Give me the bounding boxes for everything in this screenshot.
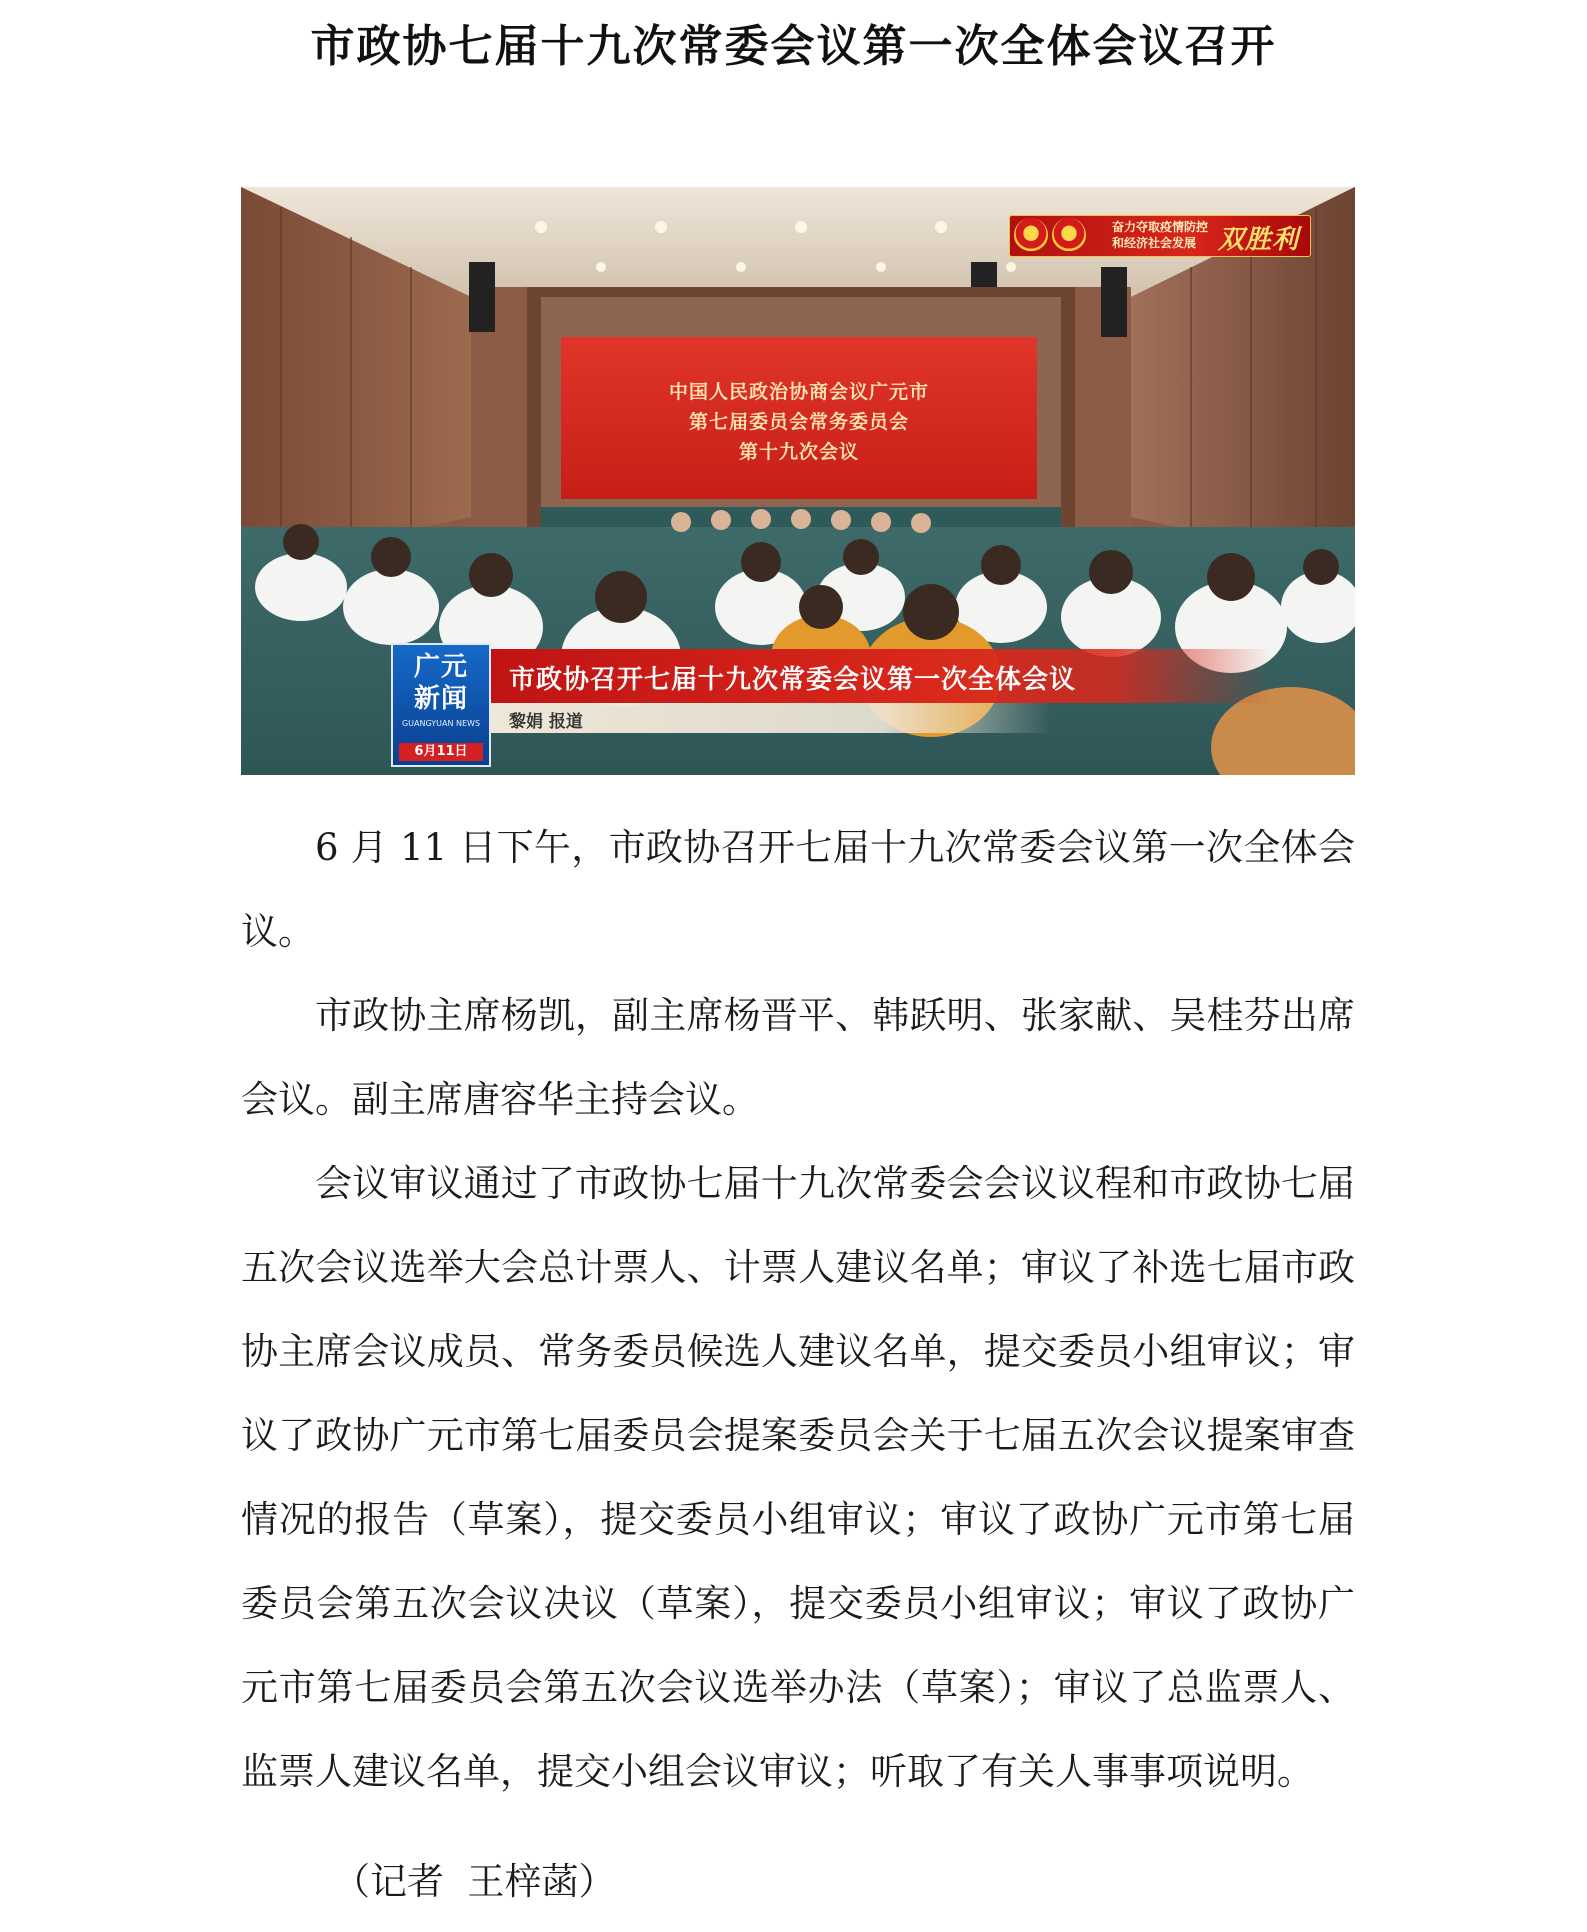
station-logo	[391, 643, 491, 767]
cppcc-emblem-icon	[1052, 218, 1086, 252]
station-logo-english: GUANGYUAN NEWS	[401, 719, 481, 728]
byline: （记者 王梓菡）	[333, 1860, 616, 1903]
article-body	[241, 806, 1355, 1814]
news-reporter: 黎娟 报道	[509, 712, 583, 732]
screen-line-2: 第七届委员会常务委员会	[688, 411, 909, 433]
article-paragraph: 会议审议通过了市政协七届十九次常委会会议议程和市政协七届五次会议选举大会总计票人、计票人建议名单；审议了补选七届市政协主席会议成员、常务委员候选人建议名单，提交委员小组审议；审议了政协广元市第七届委员会提案委员会关于七届五次会议提案审查情况的报告（草案），提交委员小组审议；审议了政协广元市第七届委员会第五次会议决议（草案），提交委员小组审议；审议了政协广元市第七届委员会第五次会议选举办法（草案）；审议了总监票人、监票人建议名单，提交小组会议审议；听取了有关人事事项说明。	[241, 1162, 1355, 1793]
reporter-bar	[491, 703, 1051, 733]
headline-bar	[491, 649, 1271, 703]
top-banner	[1009, 215, 1311, 257]
article-title: 市政协七届十九次常委会议第一次全体会议召开	[310, 21, 1277, 72]
banner-slogan-highlight: 双胜利	[1218, 225, 1300, 255]
news-headline: 市政协召开七届十九次常委会议第一次全体会议	[509, 665, 1077, 695]
news-photo	[241, 187, 1355, 775]
station-logo-line1: 广元	[413, 652, 468, 682]
broadcast-date: 6月11日	[399, 743, 483, 761]
news-lower-third	[391, 643, 1355, 759]
cppcc-emblem-icon	[1014, 218, 1048, 252]
banner-slogan: 奋力夺取疫情防控和经济社会发展	[1112, 220, 1209, 250]
screen-line-1: 中国人民政治协商会议广元市	[668, 381, 929, 403]
station-logo-line2: 新闻	[413, 684, 468, 714]
screen-line-3: 第十九次会议	[738, 441, 859, 463]
article-paragraph: 市政协主席杨凯，副主席杨晋平、韩跃明、张家献、吴桂芬出席会议。副主席唐容华主持会议。	[241, 994, 1355, 1121]
article-paragraph: 6 月 11 日下午，市政协召开七届十九次常委会议第一次全体会议。	[241, 826, 1355, 953]
